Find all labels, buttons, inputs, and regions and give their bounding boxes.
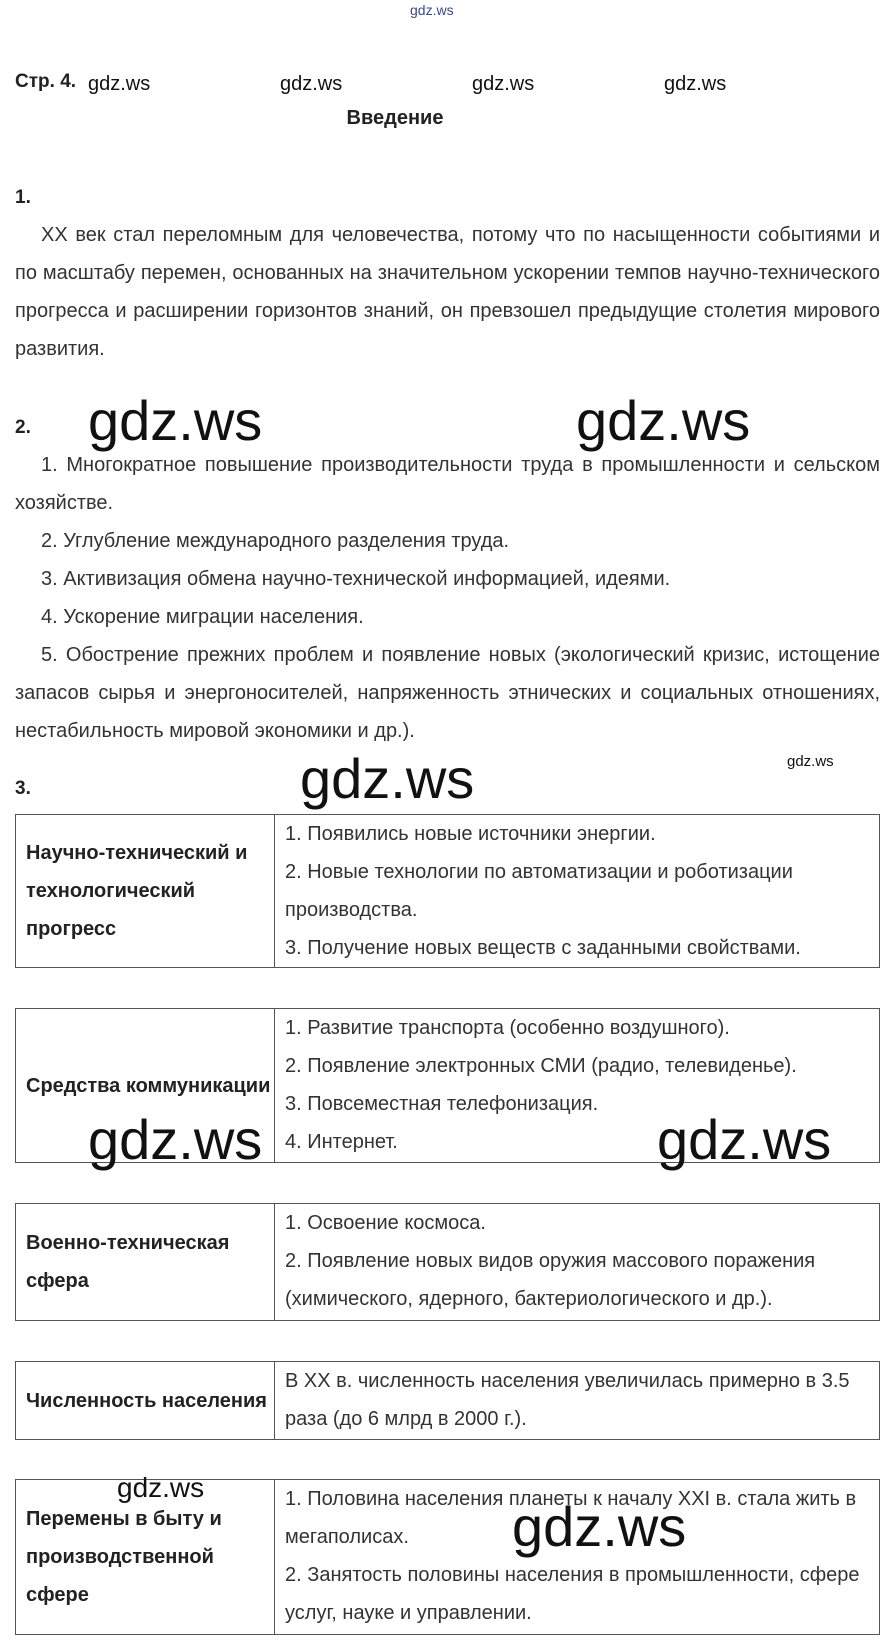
watermark-mini: gdz.ws [787, 753, 834, 770]
table-row [16, 815, 880, 968]
page-label: Стр. 4. [15, 71, 77, 92]
table-line: 2. Новые технологии по автоматизации и роботизации производства. [285, 861, 793, 921]
watermark-header-1: gdz.ws [88, 73, 151, 95]
question-2-list [15, 446, 880, 750]
table-label: Средства коммуникации [16, 1009, 275, 1163]
watermark-small: gdz.ws [117, 1472, 205, 1503]
watermark-big-1: gdz.ws [88, 389, 263, 452]
watermark-big-2: gdz.ws [576, 389, 751, 452]
question-2-number: 2. [15, 417, 31, 438]
table-line: 1. Развитие транспорта (особенно воздушного). [285, 1017, 730, 1039]
table-label: Перемены в быту и производственной сфере [16, 1480, 275, 1635]
question-1-number: 1. [15, 187, 31, 208]
table-population [15, 1361, 880, 1440]
table-label: Военно-техническая сфера [16, 1204, 275, 1321]
list-item: 2. Углубление международного разделения труда. [41, 530, 510, 552]
question-1-text: XX век стал переломным для человечества, потому что по насыщенности событиями и по масштабу перемен, основанных на значительном ускорении темпов научно-технического прогресса и расширении горизонтов знаний, он превзошел предыдущие столетия мирового развития. [15, 224, 880, 360]
watermark-big-6: gdz.ws [512, 1495, 687, 1558]
watermark-header-4: gdz.ws [664, 73, 727, 95]
table-sci-tech [15, 814, 880, 968]
table-row [16, 1204, 880, 1321]
table-content [275, 1204, 880, 1321]
list-item: 5. Обострение прежних проблем и появление новых (экологический кризис, истощение запасов сырья и энергоносителей, напряженность этнических и социальных отношениях, нестабильность мировой экономики и др.). [15, 644, 880, 742]
list-item: 4. Ускорение миграции населения. [41, 606, 364, 628]
table-line: 4. Интернет. [285, 1131, 398, 1153]
table-military [15, 1203, 880, 1321]
list-item: 1. Многократное повышение производительности труда в промышленности и сельском хозяйстве. [15, 454, 880, 514]
table-line: 3. Повсеместная телефонизация. [285, 1093, 599, 1115]
watermark-big-4: gdz.ws [88, 1108, 263, 1171]
watermark-big-5: gdz.ws [657, 1108, 832, 1171]
list-item: 3. Активизация обмена научно-технической информацией, идеями. [41, 568, 671, 590]
table-line: 1. Освоение космоса. [285, 1212, 486, 1234]
table-content [275, 1362, 880, 1440]
watermark-header-3: gdz.ws [472, 73, 535, 95]
table-label: Научно-технический и технологический прогресс [16, 815, 275, 968]
watermark-top: gdz.ws [410, 2, 454, 18]
watermark-header-2: gdz.ws [280, 73, 343, 95]
table-line: 2. Появление электронных СМИ (радио, телевиденье). [285, 1055, 797, 1077]
table-content [275, 815, 880, 968]
table-row [16, 1362, 880, 1440]
page-title: Введение [346, 107, 444, 129]
watermark-big-3: gdz.ws [300, 747, 475, 810]
table-line: В XX в. численность населения увеличилась примерно в 3.5 раза (до 6 млрд в 2000 г.). [285, 1370, 850, 1430]
table-line: 2. Появление новых видов оружия массового поражения (химического, ядерного, бактериологического и др.). [285, 1250, 816, 1310]
table-line: 1. Появились новые источники энергии. [285, 823, 656, 845]
table-line: 3. Получение новых веществ с заданными свойствами. [285, 937, 801, 959]
question-3-number: 3. [15, 778, 31, 799]
table-line: 1. Половина населения планеты к началу XXI в. стала жить в мегаполисах. [285, 1488, 857, 1548]
table-line: 2. Занятость половины населения в промышленности, сфере услуг, науке и управлении. [285, 1564, 860, 1624]
table-label: Численность населения [16, 1362, 275, 1440]
